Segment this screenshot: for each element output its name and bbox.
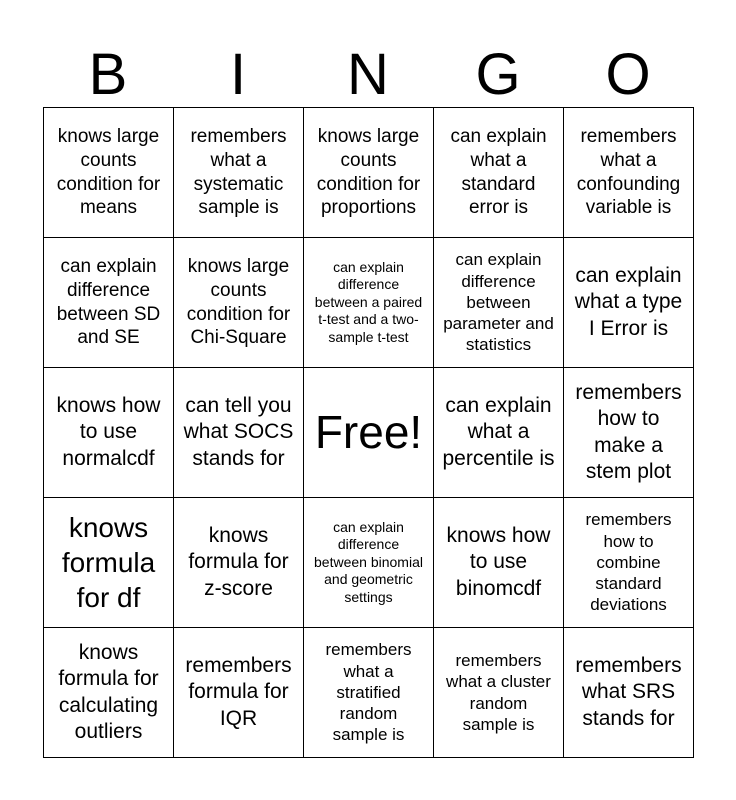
free-space[interactable]: Free! bbox=[304, 368, 434, 498]
header-letter-i: I bbox=[229, 42, 247, 107]
bingo-cell[interactable]: knows formula for z-score bbox=[174, 498, 304, 628]
bingo-cell[interactable]: remembers how to combine standard deviations bbox=[564, 498, 694, 628]
bingo-cell[interactable]: can explain what a percentile is bbox=[434, 368, 564, 498]
bingo-cell[interactable]: knows how to use normalcdf bbox=[44, 368, 174, 498]
bingo-cell[interactable]: can explain difference between SD and SE bbox=[44, 238, 174, 368]
bingo-header bbox=[43, 44, 693, 106]
bingo-cell[interactable]: can explain what a type I Error is bbox=[564, 238, 694, 368]
bingo-cell[interactable]: remembers what a cluster random sample is bbox=[434, 628, 564, 758]
board-row bbox=[44, 238, 694, 368]
bingo-cell[interactable]: knows large counts condition for means bbox=[44, 108, 174, 238]
board-row bbox=[44, 108, 694, 238]
bingo-cell[interactable]: can explain what a standard error is bbox=[434, 108, 564, 238]
header-letter-o: O bbox=[605, 42, 651, 107]
bingo-cell[interactable]: can explain difference between parameter and statistics bbox=[434, 238, 564, 368]
header-letter-b: B bbox=[88, 42, 128, 107]
bingo-cell[interactable]: can tell you what SOCS stands for bbox=[174, 368, 304, 498]
bingo-cell[interactable]: remembers what SRS stands for bbox=[564, 628, 694, 758]
board-row bbox=[44, 368, 694, 498]
bingo-cell[interactable]: knows formula for calculating outliers bbox=[44, 628, 174, 758]
bingo-cell[interactable]: remembers what a systematic sample is bbox=[174, 108, 304, 238]
bingo-cell[interactable]: knows large counts condition for Chi-Square bbox=[174, 238, 304, 368]
bingo-cell[interactable]: can explain difference between binomial and geometric settings bbox=[304, 498, 434, 628]
bingo-cell[interactable]: knows large counts condition for proportions bbox=[304, 108, 434, 238]
bingo-board bbox=[43, 107, 694, 758]
bingo-cell[interactable]: remembers what a confounding variable is bbox=[564, 108, 694, 238]
bingo-cell[interactable]: remembers what a stratified random sample is bbox=[304, 628, 434, 758]
bingo-cell[interactable]: remembers how to make a stem plot bbox=[564, 368, 694, 498]
bingo-cell[interactable]: knows formula for df bbox=[44, 498, 174, 628]
bingo-cell[interactable]: knows how to use binomcdf bbox=[434, 498, 564, 628]
board-row bbox=[44, 628, 694, 758]
bingo-cell[interactable]: can explain difference between a paired t-test and a two-sample t-test bbox=[304, 238, 434, 368]
bingo-cell[interactable]: remembers formula for IQR bbox=[174, 628, 304, 758]
header-letter-n: N bbox=[347, 42, 389, 107]
board-row bbox=[44, 498, 694, 628]
header-letter-g: G bbox=[475, 42, 521, 107]
